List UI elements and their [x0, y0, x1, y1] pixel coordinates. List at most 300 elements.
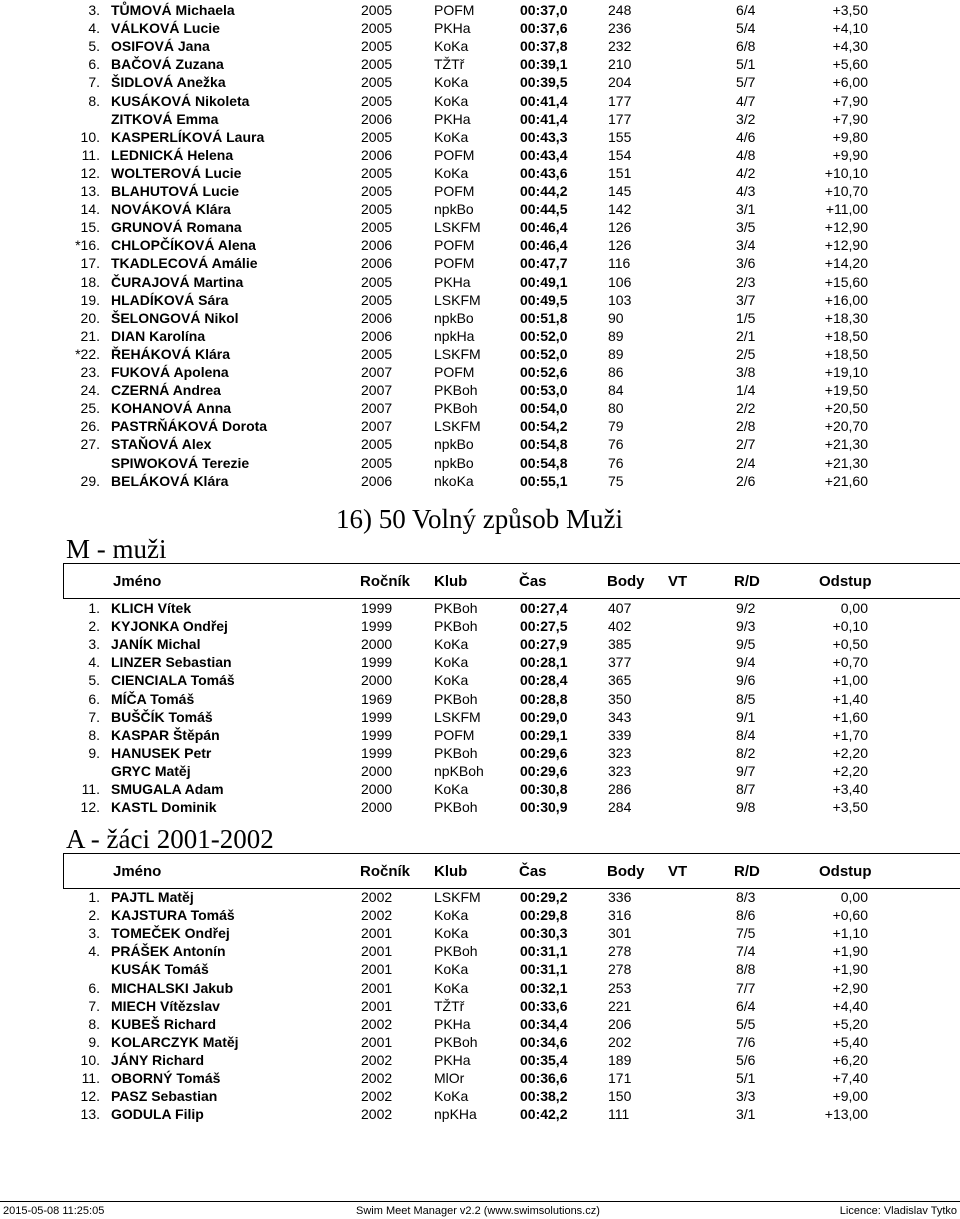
rd-cell: 7/5	[736, 925, 756, 942]
time-cell: 00:28,4	[520, 672, 568, 689]
year-cell: 2000	[361, 762, 393, 779]
table-row	[0, 164, 960, 182]
year-cell: 2002	[361, 889, 393, 905]
points-cell: 90	[608, 309, 624, 326]
time-cell: 00:29,6	[520, 762, 568, 779]
name-cell: GRUNOVÁ Romana	[111, 219, 242, 236]
rank-cell: 7.	[88, 997, 100, 1014]
time-cell: 00:47,7	[520, 255, 568, 272]
rd-cell: 3/7	[736, 291, 756, 308]
table-row	[0, 218, 960, 236]
name-cell: BUŠČÍK Tomáš	[111, 708, 213, 725]
club-cell: TŽTř	[434, 56, 465, 73]
year-cell: 2005	[361, 164, 393, 181]
table-row	[0, 635, 960, 653]
gap-cell: +4,30	[832, 38, 868, 55]
gap-cell: +16,00	[824, 291, 868, 308]
rd-cell: 3/8	[736, 364, 756, 380]
gap-cell: +18,50	[824, 327, 868, 344]
time-cell: 00:31,1	[520, 961, 568, 978]
gap-cell: +9,80	[832, 128, 868, 145]
points-cell: 316	[608, 907, 632, 924]
table-row	[0, 110, 960, 128]
table-row	[0, 381, 960, 399]
table-row	[0, 617, 960, 635]
time-cell: 00:33,6	[520, 997, 568, 1014]
rd-cell: 6/8	[736, 38, 756, 55]
header-name: Jméno	[113, 863, 162, 880]
gap-cell: +3,40	[832, 781, 868, 797]
points-cell: 377	[608, 654, 632, 671]
time-cell: 00:41,4	[520, 92, 568, 109]
gap-cell: +19,50	[824, 382, 868, 399]
rank-cell: 12.	[80, 164, 100, 181]
points-cell: 76	[608, 454, 624, 471]
club-cell: KoKa	[434, 979, 469, 996]
name-cell: NOVÁKOVÁ Klára	[111, 201, 231, 218]
gap-cell: +12,90	[824, 237, 868, 254]
gap-cell: +11,00	[825, 201, 868, 218]
header-year: Ročník	[360, 863, 411, 880]
rank-cell: 10.	[80, 1051, 100, 1068]
gap-cell: 0,00	[840, 889, 868, 905]
name-cell: JANÍK Michal	[111, 636, 201, 653]
rank-cell: 12.	[80, 799, 100, 816]
rank-cell: 4.	[88, 943, 100, 960]
header-gap: Odstup	[819, 573, 872, 590]
time-cell: 00:29,8	[520, 907, 568, 924]
time-cell: 00:38,2	[520, 1088, 568, 1105]
rd-cell: 3/1	[736, 1106, 756, 1123]
rd-cell: 2/3	[736, 273, 756, 290]
year-cell: 2001	[361, 997, 393, 1014]
year-cell: 2005	[361, 20, 393, 37]
gap-cell: +4,40	[832, 997, 868, 1014]
rank-cell: 13.	[80, 1106, 100, 1123]
table-row	[0, 924, 960, 942]
time-cell: 00:27,9	[520, 636, 568, 653]
points-cell: 365	[608, 672, 632, 689]
points-cell: 111	[608, 1106, 630, 1123]
year-cell: 2005	[361, 273, 393, 290]
name-cell: PRÁŠEK Antonín	[111, 943, 226, 960]
header-time: Čas	[519, 573, 547, 590]
points-cell: 402	[608, 618, 632, 635]
name-cell: TOMEČEK Ondřej	[111, 925, 230, 942]
club-cell: KoKa	[434, 672, 469, 689]
gap-cell: +1,70	[832, 726, 868, 743]
rank-cell: 9.	[88, 1033, 100, 1050]
time-cell: 00:28,8	[520, 690, 568, 707]
year-cell: 2007	[361, 364, 393, 380]
rank-cell: 21.	[80, 327, 100, 344]
time-cell: 00:52,6	[520, 364, 568, 380]
time-cell: 00:37,8	[520, 38, 568, 55]
name-cell: VÁLKOVÁ Lucie	[111, 20, 220, 37]
header-vt: VT	[668, 573, 688, 590]
year-cell: 2006	[361, 472, 393, 489]
club-cell: POFM	[434, 364, 475, 380]
table-row	[0, 128, 960, 146]
table-row	[0, 744, 960, 762]
rd-cell: 8/4	[736, 726, 756, 743]
year-cell: 2001	[361, 1033, 393, 1050]
year-cell: 2005	[361, 74, 393, 91]
gap-cell: +10,70	[824, 183, 868, 199]
gap-cell: +0,60	[832, 907, 868, 924]
name-cell: TŮMOVÁ Michaela	[111, 2, 235, 18]
name-cell: KUSÁKOVÁ Nikoleta	[111, 92, 250, 109]
time-cell: 00:35,4	[520, 1051, 568, 1068]
year-cell: 2005	[361, 92, 393, 109]
club-cell: POFM	[434, 2, 475, 18]
rank-cell: 15.	[80, 219, 100, 236]
name-cell: MIECH Vítězslav	[111, 997, 220, 1014]
year-cell: 2005	[361, 38, 393, 55]
table-row	[0, 1051, 960, 1069]
points-cell: 284	[608, 799, 632, 816]
club-cell: KoKa	[434, 907, 469, 924]
year-cell: 2002	[361, 907, 393, 924]
year-cell: 2001	[361, 925, 393, 942]
rd-cell: 5/6	[736, 1051, 756, 1068]
rank-cell: 6.	[88, 56, 100, 73]
points-cell: 286	[608, 781, 632, 797]
points-cell: 142	[608, 201, 632, 218]
time-cell: 00:46,4	[520, 219, 568, 236]
points-cell: 75	[608, 472, 624, 489]
gap-cell: +20,70	[824, 418, 868, 435]
table-row	[0, 1069, 960, 1087]
gap-cell: +0,10	[832, 618, 868, 635]
club-cell: npkBo	[434, 201, 474, 218]
table-row	[0, 599, 960, 617]
table-row	[0, 399, 960, 417]
club-cell: LSKFM	[434, 889, 481, 905]
table-row	[0, 1105, 960, 1123]
name-cell: SPIWOKOVÁ Terezie	[111, 454, 250, 471]
gap-cell: +2,90	[832, 979, 868, 996]
points-cell: 189	[608, 1051, 632, 1068]
gap-cell: +7,90	[832, 92, 868, 109]
time-cell: 00:49,1	[520, 273, 568, 290]
rd-cell: 6/4	[736, 2, 756, 18]
name-cell: KYJONKA Ondřej	[111, 618, 228, 635]
year-cell: 2000	[361, 781, 393, 797]
points-cell: 278	[608, 961, 632, 978]
points-cell: 150	[608, 1088, 632, 1105]
time-cell: 00:53,0	[520, 382, 568, 399]
rank-cell: 8.	[88, 92, 100, 109]
year-cell: 1999	[361, 744, 393, 761]
rd-cell: 8/7	[736, 781, 756, 797]
time-cell: 00:54,2	[520, 418, 568, 435]
rd-cell: 9/7	[736, 762, 756, 779]
year-cell: 2006	[361, 110, 393, 127]
points-cell: 177	[608, 110, 632, 127]
time-cell: 00:43,6	[520, 164, 568, 181]
men-table-header	[63, 563, 960, 599]
points-cell: 154	[608, 146, 632, 163]
rank-cell: 3.	[88, 636, 100, 653]
club-cell: npKBoh	[434, 762, 484, 779]
club-cell: PKBoh	[434, 943, 478, 960]
name-cell: ŠELONGOVÁ Nikol	[111, 309, 239, 326]
club-cell: KoKa	[434, 164, 469, 181]
gap-cell: +9,90	[832, 146, 868, 163]
club-cell: PKBoh	[434, 799, 478, 816]
table-row	[0, 690, 960, 708]
event-title: 16) 50 Volný způsob Muži	[336, 504, 624, 534]
club-cell: POFM	[434, 146, 475, 163]
name-cell: DIAN Karolína	[111, 327, 206, 344]
points-cell: 177	[608, 92, 632, 109]
rd-cell: 8/5	[736, 690, 756, 707]
club-cell: KoKa	[434, 961, 469, 978]
table-row	[0, 92, 960, 110]
name-cell: KUSÁK Tomáš	[111, 961, 209, 978]
gap-cell: +4,10	[832, 20, 868, 37]
rd-cell: 9/4	[736, 654, 756, 671]
rd-cell: 6/4	[736, 997, 756, 1014]
rd-cell: 4/2	[736, 164, 756, 181]
rd-cell: 3/6	[736, 255, 756, 272]
header-club: Klub	[434, 863, 468, 880]
year-cell: 2000	[361, 636, 393, 653]
table-row	[0, 273, 960, 291]
table-row	[0, 1015, 960, 1033]
rank-cell: *22.	[75, 345, 100, 362]
year-cell: 2005	[361, 128, 393, 145]
rd-cell: 8/2	[736, 744, 756, 761]
name-cell: OSIFOVÁ Jana	[111, 38, 210, 55]
rank-cell: 18.	[80, 273, 100, 290]
points-cell: 350	[608, 690, 632, 707]
name-cell: BELÁKOVÁ Klára	[111, 472, 229, 489]
name-cell: CZERNÁ Andrea	[111, 382, 221, 399]
time-cell: 00:52,0	[520, 345, 568, 362]
header-club: Klub	[434, 573, 468, 590]
time-cell: 00:42,2	[520, 1106, 568, 1123]
name-cell: HANUSEK Petr	[111, 744, 212, 761]
gap-cell: +2,20	[832, 762, 868, 779]
points-cell: 155	[608, 128, 632, 145]
year-cell: 2005	[361, 201, 393, 218]
gap-cell: +5,40	[832, 1033, 868, 1050]
rd-cell: 2/7	[736, 436, 756, 453]
header-year: Ročník	[360, 573, 411, 590]
club-cell: KoKa	[434, 636, 469, 653]
rank-cell: 5.	[88, 672, 100, 689]
rank-cell: 29.	[80, 472, 100, 489]
gap-cell: 0,00	[840, 600, 868, 616]
club-cell: KoKa	[434, 781, 469, 797]
table-row	[0, 454, 960, 472]
time-cell: 00:28,1	[520, 654, 568, 671]
rd-cell: 9/1	[736, 708, 756, 725]
name-cell: CHLOPČÍKOVÁ Alena	[111, 237, 256, 254]
year-cell: 2001	[361, 979, 393, 996]
gap-cell: +21,30	[824, 454, 868, 471]
year-cell: 2006	[361, 146, 393, 163]
points-cell: 145	[608, 183, 632, 199]
time-cell: 00:34,4	[520, 1015, 568, 1032]
club-cell: PKBoh	[434, 618, 478, 635]
club-cell: PKHa	[434, 20, 471, 37]
name-cell: KUBEŠ Richard	[111, 1015, 217, 1032]
points-cell: 106	[608, 273, 632, 290]
rank-cell: 10.	[80, 128, 100, 145]
year-cell: 2002	[361, 1070, 393, 1086]
points-cell: 407	[608, 600, 632, 616]
header-time: Čas	[519, 863, 547, 880]
rd-cell: 7/4	[736, 943, 756, 960]
club-cell: PKHa	[434, 1015, 471, 1032]
header-rd: R/D	[734, 863, 760, 880]
rd-cell: 2/1	[736, 327, 756, 344]
gap-cell: +5,20	[832, 1015, 868, 1032]
table-row	[0, 309, 960, 327]
club-cell: POFM	[434, 255, 475, 272]
gap-cell: +14,20	[824, 255, 868, 272]
club-cell: MlOr	[434, 1070, 465, 1086]
time-cell: 00:51,8	[520, 309, 568, 326]
rank-cell: 12.	[80, 1088, 100, 1105]
table-row	[0, 888, 960, 906]
table-row	[0, 671, 960, 689]
name-cell: BAČOVÁ Zuzana	[111, 56, 224, 73]
rank-cell: 7.	[88, 708, 100, 725]
year-cell: 2005	[361, 183, 393, 199]
rank-cell: 20.	[80, 309, 100, 326]
rd-cell: 3/4	[736, 237, 756, 254]
gap-cell: +3,50	[832, 799, 868, 816]
name-cell: TKADLECOVÁ Amálie	[111, 255, 258, 272]
rank-cell: 8.	[88, 1015, 100, 1032]
rank-cell: 9.	[88, 744, 100, 761]
points-cell: 126	[608, 219, 632, 236]
gap-cell: +21,30	[824, 436, 868, 453]
rank-cell: 17.	[80, 255, 100, 272]
rank-cell: 11.	[81, 1070, 100, 1086]
club-cell: npkHa	[434, 327, 475, 344]
gap-cell: +6,00	[832, 74, 868, 91]
table-row	[0, 435, 960, 453]
table-row	[0, 726, 960, 744]
table-row	[0, 906, 960, 924]
rank-cell: 7.	[88, 74, 100, 91]
club-cell: TŽTř	[434, 997, 465, 1014]
club-cell: LSKFM	[434, 219, 481, 236]
table-row	[0, 182, 960, 200]
club-cell: LSKFM	[434, 291, 481, 308]
points-cell: 278	[608, 943, 632, 960]
time-cell: 00:30,3	[520, 925, 568, 942]
year-cell: 2005	[361, 56, 393, 73]
year-cell: 2007	[361, 400, 393, 417]
rank-cell: 2.	[88, 618, 100, 635]
gap-cell: +10,10	[824, 164, 868, 181]
table-row	[0, 1087, 960, 1105]
time-cell: 00:30,9	[520, 799, 568, 816]
name-cell: LEDNICKÁ Helena	[111, 146, 234, 163]
club-cell: npKHa	[434, 1106, 477, 1123]
rank-cell: 4.	[88, 20, 100, 37]
points-cell: 385	[608, 636, 632, 653]
points-cell: 323	[608, 762, 632, 779]
time-cell: 00:30,8	[520, 781, 568, 797]
table-row	[0, 979, 960, 997]
points-cell: 339	[608, 726, 632, 743]
points-cell: 202	[608, 1033, 632, 1050]
name-cell: KLICH Vítek	[111, 600, 192, 616]
club-cell: KoKa	[434, 38, 469, 55]
club-cell: PKBoh	[434, 600, 478, 616]
club-cell: nkoKa	[434, 472, 474, 489]
rd-cell: 4/3	[736, 183, 756, 199]
club-cell: npkBo	[434, 436, 474, 453]
name-cell: JÁNY Richard	[111, 1051, 205, 1068]
year-cell: 1999	[361, 708, 393, 725]
gap-cell: +0,70	[832, 654, 868, 671]
time-cell: 00:46,4	[520, 237, 568, 254]
time-cell: 00:44,5	[520, 201, 568, 218]
name-cell: KASPAR Štěpán	[111, 726, 220, 743]
year-cell: 2006	[361, 309, 393, 326]
header-points: Body	[607, 863, 645, 880]
gap-cell: +15,60	[824, 273, 868, 290]
rank-cell: 11.	[81, 146, 100, 163]
name-cell: PAJTL Matěj	[111, 889, 194, 905]
points-cell: 171	[608, 1070, 632, 1086]
rd-cell: 9/5	[736, 636, 756, 653]
gap-cell: +20,50	[824, 400, 868, 417]
club-cell: PKBoh	[434, 400, 478, 417]
table-row	[0, 472, 960, 490]
points-cell: 89	[608, 327, 624, 344]
rd-cell: 4/7	[736, 92, 756, 109]
gap-cell: +13,00	[824, 1106, 868, 1123]
boys-category-title: A - žáci 2001-2002	[66, 824, 274, 854]
year-cell: 1999	[361, 654, 393, 671]
table-row	[0, 708, 960, 726]
rank-cell: 13.	[80, 183, 100, 199]
year-cell: 1999	[361, 726, 393, 743]
name-cell: MICHALSKI Jakub	[111, 979, 234, 996]
club-cell: PKHa	[434, 1051, 471, 1068]
rd-cell: 2/5	[736, 345, 756, 362]
rd-cell: 5/4	[736, 20, 756, 37]
club-cell: KoKa	[434, 128, 469, 145]
name-cell: KASTL Dominik	[111, 799, 217, 816]
page-footer	[0, 1201, 960, 1219]
points-cell: 86	[608, 364, 624, 380]
points-cell: 336	[608, 889, 632, 905]
rd-cell: 3/2	[736, 110, 756, 127]
club-cell: KoKa	[434, 654, 469, 671]
name-cell: ŘEHÁKOVÁ Klára	[111, 345, 231, 362]
rd-cell: 3/1	[736, 201, 756, 218]
rd-cell: 9/8	[736, 799, 756, 816]
name-cell: ZITKOVÁ Emma	[111, 110, 219, 127]
table-row	[0, 327, 960, 345]
name-cell: ŠIDLOVÁ Anežka	[111, 74, 226, 91]
rank-cell: 6.	[88, 690, 100, 707]
points-cell: 343	[608, 708, 632, 725]
name-cell: MÍČA Tomáš	[111, 690, 195, 707]
points-cell: 236	[608, 20, 632, 37]
time-cell: 00:34,6	[520, 1033, 568, 1050]
